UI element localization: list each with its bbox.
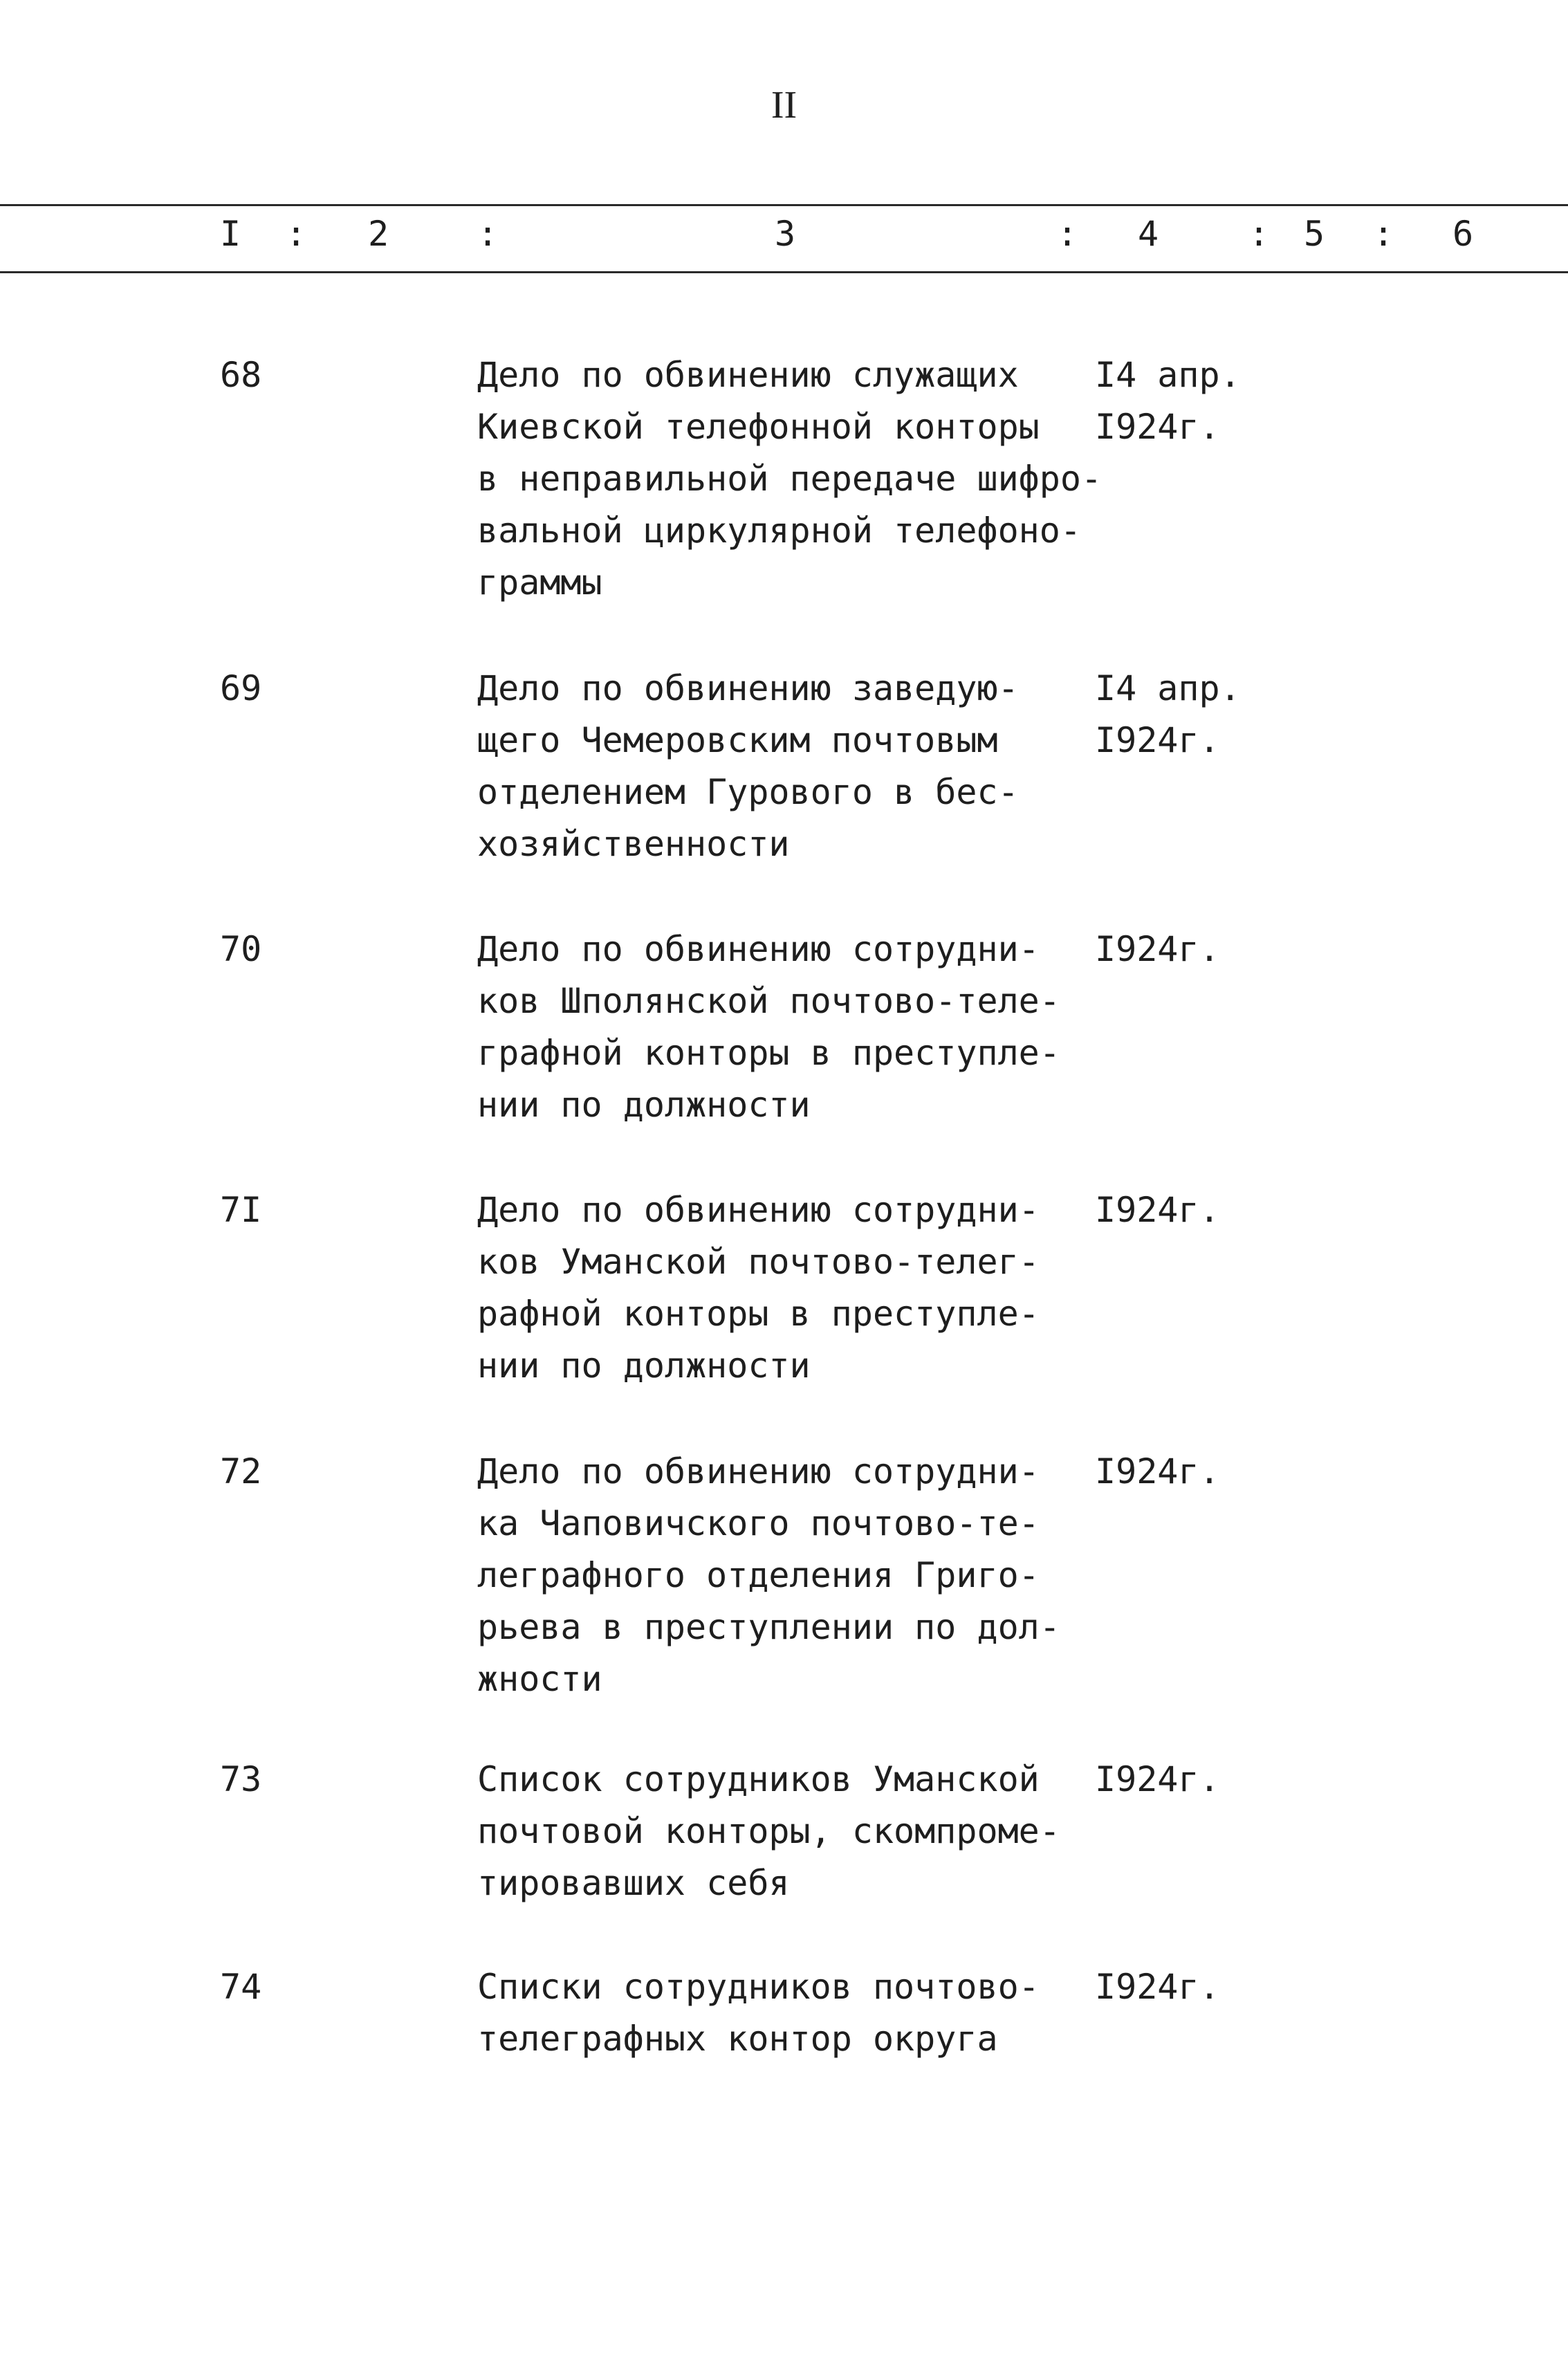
header-col-6: 6 xyxy=(1452,214,1474,254)
entry-number: 74 xyxy=(220,1967,262,2007)
entry-date: I4 апр. I924г. xyxy=(1095,355,1241,447)
entry-date: I924г. xyxy=(1095,1967,1220,2007)
entry-number: 68 xyxy=(220,355,262,395)
table-header-bottom-rule xyxy=(0,271,1568,273)
entry-date: I4 апр. I924г. xyxy=(1095,668,1241,760)
entry-date: I924г. xyxy=(1095,1451,1220,1492)
entry-description: Дело по обвинению сотрудни- ков Уманской почтово-телег- рафной конторы в преступле- нии по должности xyxy=(477,1190,1040,1386)
entry-number: 72 xyxy=(220,1451,262,1492)
header-col-3: 3 xyxy=(775,214,796,254)
header-col-1: I xyxy=(220,214,241,254)
entry-description: Дело по обвинению заведую- щего Чемеровским почтовым отделением Гурового в бес- хозяйственности xyxy=(477,668,1019,864)
header-col-5: 5 xyxy=(1304,214,1325,254)
entry-number: 7I xyxy=(220,1190,262,1230)
page-number: II xyxy=(771,84,797,127)
header-separator: : xyxy=(1248,214,1270,254)
header-separator: : xyxy=(286,214,307,254)
entry-date: I924г. xyxy=(1095,929,1220,969)
header-separator: : xyxy=(1373,214,1394,254)
entry-description: Список сотрудников Уманской почтовой конторы, скомпроме- тировавших себя xyxy=(477,1759,1060,1903)
entry-number: 70 xyxy=(220,929,262,969)
entry-number: 69 xyxy=(220,668,262,708)
entry-date: I924г. xyxy=(1095,1190,1220,1230)
entry-description: Дело по обвинению служащих Киевской телефонной конторы в неправильной передаче шифро- вальной циркулярной телефоно- граммы xyxy=(477,355,1103,603)
entry-description: Списки сотрудников почтово- телеграфных контор округа xyxy=(477,1967,1040,2059)
entry-date: I924г. xyxy=(1095,1759,1220,1799)
entry-number: 73 xyxy=(220,1759,262,1799)
header-col-4: 4 xyxy=(1138,214,1159,254)
header-separator: : xyxy=(477,214,499,254)
table-header-top-rule xyxy=(0,204,1568,206)
header-separator: : xyxy=(1057,214,1078,254)
header-col-2: 2 xyxy=(368,214,389,254)
entry-description: Дело по обвинению сотрудни- ка Чаповичского почтово-те- леграфного отделения Григо- рьева в преступлении по дол- жности xyxy=(477,1451,1060,1699)
entry-description: Дело по обвинению сотрудни- ков Шполянской почтово-теле- графной конторы в преступле- нии по должности xyxy=(477,929,1060,1125)
